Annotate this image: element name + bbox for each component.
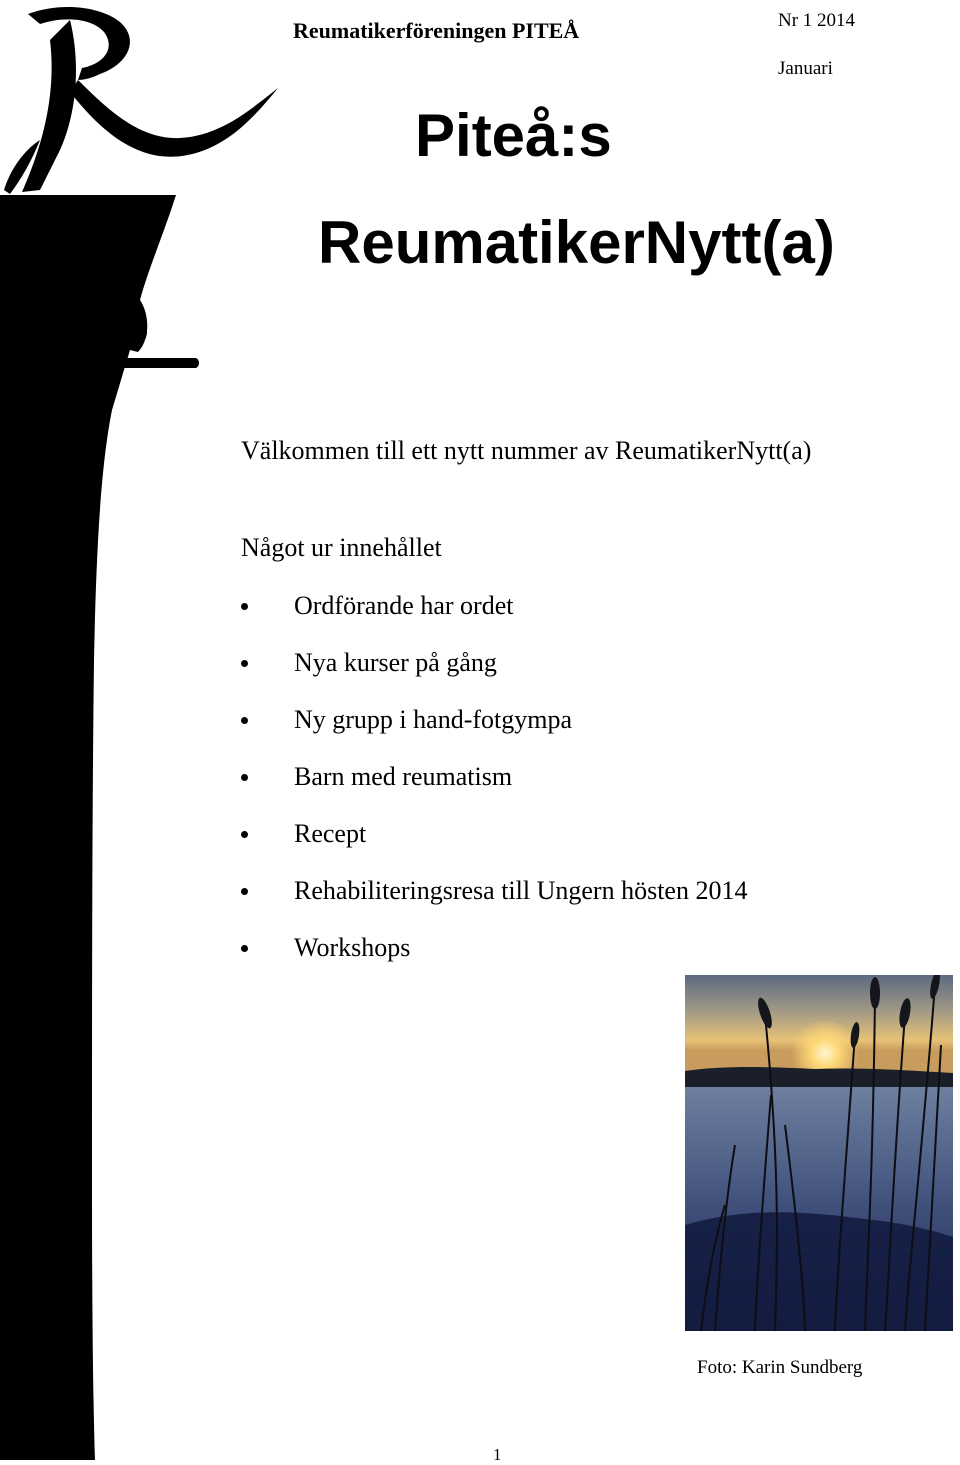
contents-item-label: Nya kurser på gång [294,648,497,677]
winter-sunset-photo [685,975,953,1331]
logo-r-leg [70,80,278,157]
contents-heading: Något ur innehållet [241,533,442,562]
contents-item-label: Workshops [294,933,411,962]
bullet-icon [241,717,248,724]
logo-r-stem [22,20,76,192]
logo-figure-head [121,318,147,346]
welcome-text: Välkommen till ett nytt nummer av ReumatikerNytt(a) [241,436,812,465]
bullet-icon [241,774,248,781]
contents-item-label: Ny grupp i hand-fotgympa [294,705,573,734]
page-number: 1 [493,1445,502,1464]
photo-caption: Foto: Karin Sundberg [697,1357,863,1378]
newsletter-title-line1: Piteå:s [415,102,612,169]
contents-item-label: Barn med reumatism [294,762,513,791]
contents-item [241,871,747,928]
contents-item [241,700,747,757]
contents-item [241,814,747,871]
issue-month: Januari [778,58,833,79]
bullet-icon [241,945,248,952]
bullet-icon [241,831,248,838]
newsletter-title-line2: ReumatikerNytt(a) [318,209,835,276]
bullet-icon [241,888,248,895]
bullet-icon [241,660,248,667]
issue-number: Nr 1 2014 [778,10,856,31]
contents-item-label: Recept [294,819,367,848]
contents-item [241,928,747,985]
contents-item-label: Ordförande har ordet [294,591,514,620]
contents-list [241,586,747,985]
bullet-icon [241,603,248,610]
organization-name: Reumatikerföreningen PITEÅ [293,18,580,43]
logo-figure-body [0,195,176,1460]
contents-item-label: Rehabiliteringsresa till Ungern hösten 2014 [294,876,748,905]
logo-figure-arm [118,358,199,368]
logo-r-bowl [28,7,130,80]
contents-item [241,757,747,814]
contents-item [241,643,747,700]
contents-item [241,586,747,643]
